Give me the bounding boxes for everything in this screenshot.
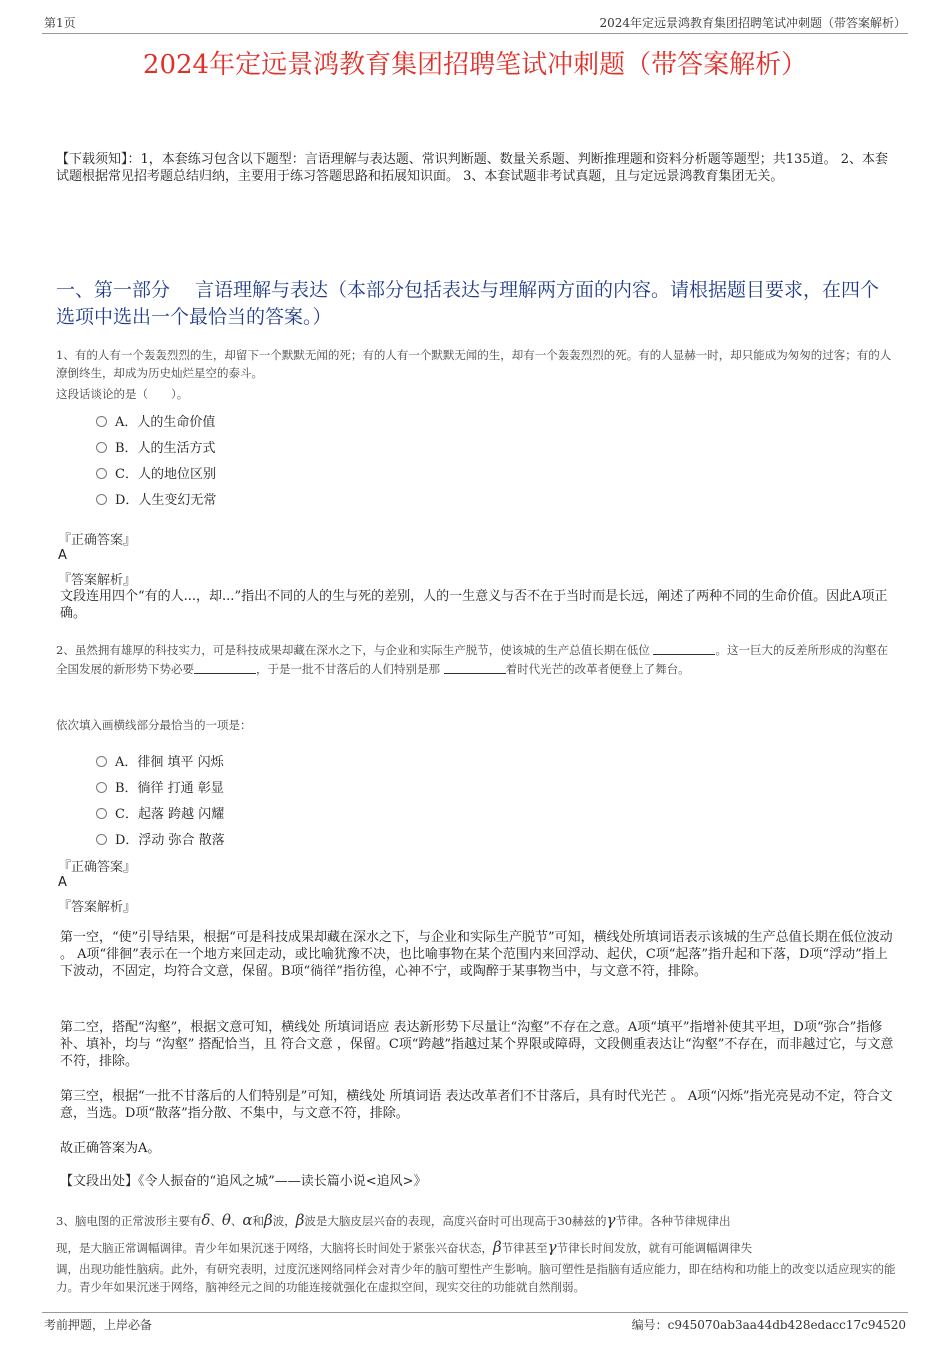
radio-icon[interactable] xyxy=(96,494,107,505)
radio-icon[interactable] xyxy=(96,416,107,427)
radio-icon[interactable] xyxy=(96,782,107,793)
option-label: C．人的地位区别 xyxy=(115,467,216,482)
q2-analysis-label: 『答案解析』 xyxy=(58,900,137,915)
question-2-prompt: 依次填入画横线部分最恰当的一项是： xyxy=(56,718,252,732)
q1-option-a[interactable] xyxy=(96,411,215,430)
delta-symbol: δ xyxy=(201,1211,211,1229)
q2-option-a[interactable] xyxy=(96,751,224,770)
section-heading: 一、第一部分 言语理解与表达（本部分包括表达与理解两方面的内容。请根据题目要求，在四个选项中选出一个最恰当的答案。） xyxy=(56,279,880,328)
q2-correct-answer-label: 『正确答案』 xyxy=(58,860,137,875)
q3-text-part: 和 xyxy=(252,1214,265,1228)
answer-blank xyxy=(194,661,256,674)
question-3-line-2 xyxy=(56,1238,752,1257)
q2-analysis-paragraph-2: 第二空，搭配“沟壑”，根据文意可知，横线处 所填词语应 表达新形势下尽量让“沟壑”不存在之意。A项“填平”指增补使其平坦，D项“弥合”指修补、填补，均与 “沟壑” 搭配恰当，且 符合文意 ，保留。C项“跨越”指越过某个界限或障碍，文段侧重表达让“沟壑”不存在，而非越过它，与文意不符，排除。 xyxy=(60,1020,894,1069)
q3-text-part: 节律。各种节律规律出 xyxy=(615,1214,731,1228)
q2-source: 【文段出处】《令人振奋的“追风之城”——读长篇小说<追风>》 xyxy=(60,1174,427,1189)
gamma-symbol: γ xyxy=(606,1211,616,1229)
option-label: D．浮动 弥合 散落 xyxy=(115,833,225,848)
beta-symbol: β xyxy=(295,1211,305,1229)
separator: 、 xyxy=(210,1214,222,1228)
separator: 、 xyxy=(230,1214,243,1228)
footer-slogan: 考前押题，上岸必备 xyxy=(44,1318,153,1332)
q2-text-part: 着时代光芒的改革者便登上了舞台。 xyxy=(505,662,690,676)
question-3-rest: 调，出现功能性脑病。此外，有研究表明，过度沉迷网络同样会对青少年的脑可塑性产生影响。脑可塑性是指脑有适应能力，即在结构和功能上的改变以适应现实的能力。青少年如果沉迷于网络，脑神经元之间的功能连接就强化在虚拟空间，现实交往的功能就自然削弱。 xyxy=(56,1262,896,1294)
q1-option-d[interactable] xyxy=(96,489,216,508)
download-notice: 【下载须知】：1，本套练习包含以下题型：言语理解与表达题、常识判断题、数量关系题、判断推理题和资料分析题等题型；共135道。 2、本套试题根据常见招考题总结归纳，主要用于练习答题思路和拓展知识面。 3、本套试题非考试真题，且与定远景鸿教育集团无关。 xyxy=(56,152,888,184)
theta-symbol: θ xyxy=(221,1211,231,1229)
q1-analysis-label: 『答案解析』 xyxy=(58,573,137,588)
option-label: B．人的生活方式 xyxy=(115,441,216,456)
answer-blank xyxy=(444,661,506,674)
header-divider xyxy=(42,33,908,34)
option-label: C．起落 跨越 闪耀 xyxy=(115,807,225,822)
q1-option-c[interactable] xyxy=(96,463,216,482)
radio-icon[interactable] xyxy=(96,468,107,479)
question-1-text: 1、有的人有一个轰轰烈烈的生，却留下一个默默无闻的死；有的人有一个默默无闻的生，却有一个轰轰烈烈的死。有的人显赫一时，却只能成为匆匆的过客；有的人潦倒终生，却成为历史灿烂星空的泰斗。 xyxy=(56,348,892,380)
answer-blank xyxy=(653,642,715,655)
gamma-symbol: γ xyxy=(547,1238,557,1256)
q3-text-part: 现，是大脑正常调幅调律。青少年如果沉迷于网络，大脑将长时间处于紧张兴奋状态， xyxy=(56,1241,493,1255)
q2-text-part: 2、虽然拥有雄厚的科技实力，可是科技成果却藏在深水之下，与企业和实际生产脱节，使该城的生产总值长期在低位 xyxy=(56,643,650,657)
option-label: A．徘徊 填平 闪烁 xyxy=(115,755,224,770)
q1-correct-answer: A xyxy=(58,548,67,563)
q2-text-part: 。这一巨大的反差所形成的沟壑在全国发展的新形势下势必要 xyxy=(56,643,888,676)
q2-option-c[interactable] xyxy=(96,803,224,822)
q1-option-b[interactable] xyxy=(96,437,216,456)
option-label: D．人生变幻无常 xyxy=(115,493,217,508)
document-title: 2024年定远景鸿教育集团招聘笔试冲刺题（带答案解析） xyxy=(142,50,808,80)
radio-icon[interactable] xyxy=(96,756,107,767)
q2-conclusion: 故正确答案为A。 xyxy=(60,1141,161,1156)
beta-symbol: β xyxy=(264,1211,273,1229)
alpha-symbol: α xyxy=(242,1211,253,1229)
radio-icon[interactable] xyxy=(96,808,107,819)
q1-correct-answer-label: 『正确答案』 xyxy=(58,533,137,548)
q2-correct-answer: A xyxy=(58,875,67,890)
q2-option-d[interactable] xyxy=(96,829,225,848)
footer-document-id: 编号：c945070ab3aa44db428edacc17c94520 xyxy=(631,1318,906,1332)
q3-text-part: 波， xyxy=(272,1214,296,1228)
q2-analysis-paragraph-1: 第一空，“使”引导结果，根据“可是科技成果却藏在深水之下，与企业和实际生产脱节”可知，横线处所填词语表示该城的生产总值长期在低位波动 。 A项“徘徊”表示在一个地方来回走动，或比喻犹豫不决，也比喻事物在某个范围内来回浮动、起伏，C项“起落”指升起和下落，D项“浮动”指上下波动，不固定，均符合文意，保留。B项“徜徉”指彷徨，心神不宁，或陶醉于某事物当中，与文意不符，排除。 xyxy=(60,930,893,979)
question-2-text xyxy=(56,641,898,679)
q3-text-part: 节律甚至 xyxy=(501,1241,548,1255)
radio-icon[interactable] xyxy=(96,834,107,845)
q2-text-part: ，于是一批不甘落后的人们特别是那 xyxy=(256,662,440,676)
question-1-prompt: 这段话谈论的是（ ）。 xyxy=(56,387,189,401)
q3-text-part: 波是大脑皮层兴奋的表现，高度兴奋时可出现高于30赫兹的 xyxy=(304,1214,607,1228)
option-label: A．人的生命价值 xyxy=(115,415,216,430)
q3-text-part: 3、脑电图的正常波形主要有 xyxy=(56,1214,202,1228)
beta-symbol: β xyxy=(493,1238,502,1256)
q2-analysis-paragraph-3: 第三空，根据“一批不甘落后的人们特别是”可知，横线处 所填词语 表达改革者们不甘落后，具有时代光芒 。 A项“闪烁”指光亮晃动不定，符合文意，当选。D项“散落”指分散、不集中，与文意不符，排除。 xyxy=(60,1089,893,1121)
option-label: B．徜徉 打通 彰显 xyxy=(115,781,224,796)
page-number: 第1页 xyxy=(44,16,76,30)
question-3-line-1 xyxy=(56,1211,730,1230)
footer-divider xyxy=(42,1312,908,1313)
q1-analysis: 文段连用四个“有的人...，却...”指出不同的人的生与死的差别，人的一生意义与否不在于当时而是长远，阐述了两种不同的生命价值。因此A项正确。 xyxy=(60,589,888,621)
radio-icon[interactable] xyxy=(96,442,107,453)
q3-text-part: 节律长时间发放，就有可能调幅调律失 xyxy=(556,1241,753,1255)
q2-option-b[interactable] xyxy=(96,777,224,796)
running-header-title: 2024年定远景鸿教育集团招聘笔试冲刺题（带答案解析） xyxy=(599,16,906,30)
